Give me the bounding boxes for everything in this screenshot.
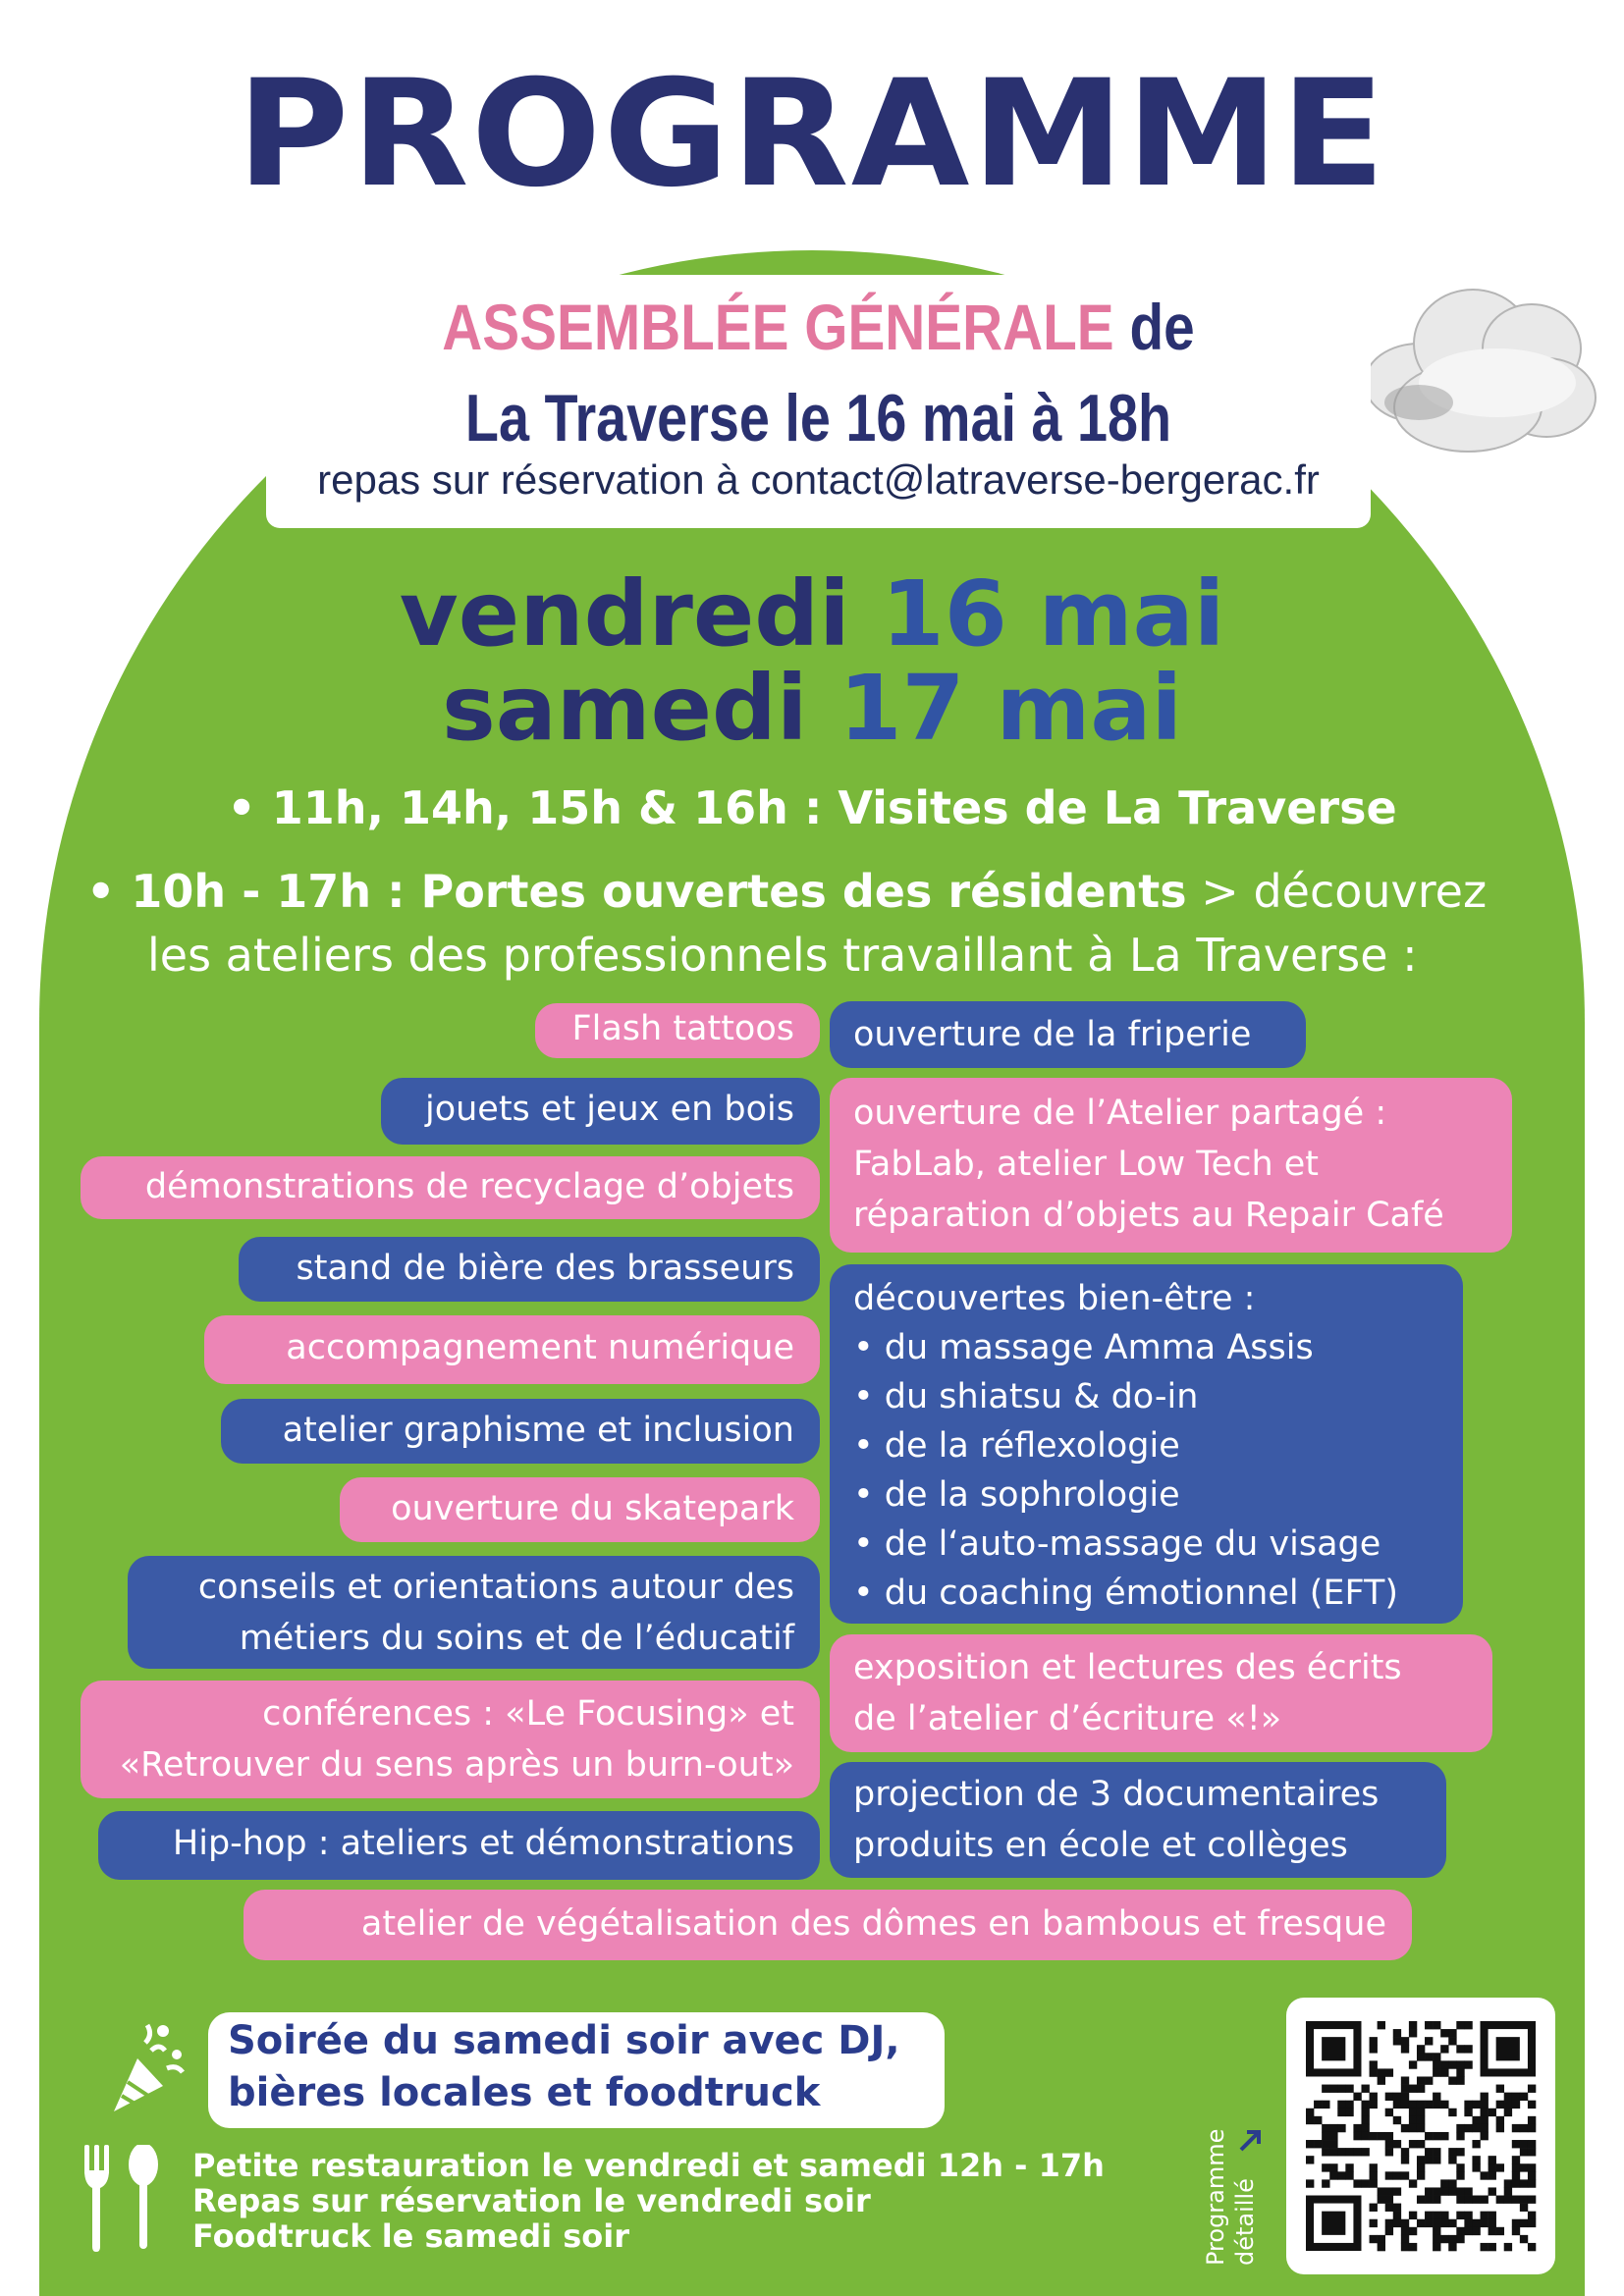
assemblee-title: ASSEMBLÉE GÉNÉRALE de	[442, 291, 1195, 363]
activity-pill: conseils et orientations autour des métiers du soins et de l’éducatif	[128, 1556, 820, 1669]
party-popper-icon	[108, 2017, 187, 2115]
activity-pill: démonstrations de recyclage d’objets	[81, 1156, 820, 1219]
activity-pill: ouverture de la friperie	[830, 1001, 1306, 1068]
qr-label-line2: détaillé	[1231, 2178, 1259, 2266]
qr-label	[1186, 2110, 1271, 2268]
cloud-illustration	[1350, 265, 1605, 461]
qr-code[interactable]	[1286, 1998, 1555, 2274]
activity-pill: atelier graphisme et inclusion	[221, 1399, 820, 1464]
activity-pill: jouets et jeux en bois	[381, 1078, 820, 1145]
activity-pill: ouverture du skatepark	[340, 1477, 820, 1542]
page-title: PROGRAMME	[237, 49, 1387, 220]
wellbeing-pill: découvertes bien-être : • du massage Amma Assis • du shiatsu & do-in • de la réflexologie • de la sophrologie • de l‘auto-massage du visage • du coaching émotionnel (EFT)	[830, 1264, 1463, 1624]
cutlery-icon	[79, 2145, 167, 2253]
activity-pill: accompagnement numérique	[204, 1315, 820, 1384]
activity-pill: Hip-hop : ateliers et démonstrations	[98, 1811, 820, 1880]
soiree-text: Soirée du samedi soir avec DJ, bières locales et foodtruck	[228, 2018, 900, 2115]
activity-pill: stand de bière des brasseurs	[239, 1237, 820, 1302]
open-doors-schedule: • 10h - 17h : Portes ouvertes des résidents > découvrez	[86, 865, 1488, 918]
visits-schedule: • 11h, 14h, 15h & 16h : Visites de La Traverse	[227, 781, 1397, 834]
qr-label-line1: Programme	[1202, 2128, 1229, 2266]
arrow-icon	[1241, 2132, 1259, 2150]
qr-code-image	[1286, 1998, 1555, 2274]
date-saturday: samedi 17 mai	[441, 656, 1183, 761]
date-friday: vendredi 16 mai	[399, 561, 1225, 667]
activity-pill: exposition et lectures des écrits de l’atelier d’écriture «!»	[830, 1634, 1492, 1752]
assemblee-reservation: repas sur réservation à contact@latraverse-bergerac.fr	[317, 456, 1320, 503]
assemblee-date: La Traverse le 16 mai à 18h	[464, 381, 1172, 455]
activity-pill: projection de 3 documentaires produits en école et collèges	[830, 1762, 1446, 1878]
open-doors-description: les ateliers des professionnels travaillant à La Traverse :	[147, 929, 1418, 982]
activity-pill: conférences : «Le Focusing» et «Retrouver du sens après un burn-out»	[81, 1681, 820, 1798]
activity-pill-wide: atelier de végétalisation des dômes en bambous et fresque	[244, 1890, 1412, 1960]
activity-pill: ouverture de l’Atelier partagé : FabLab, atelier Low Tech et réparation d’objets au Repair Café	[830, 1078, 1512, 1253]
restauration-info: Petite restauration le vendredi et samedi 12h - 17h Repas sur réservation le vendredi soir Foodtruck le samedi soir	[192, 2147, 1105, 2255]
activity-pill: Flash tattoos	[535, 1003, 820, 1058]
